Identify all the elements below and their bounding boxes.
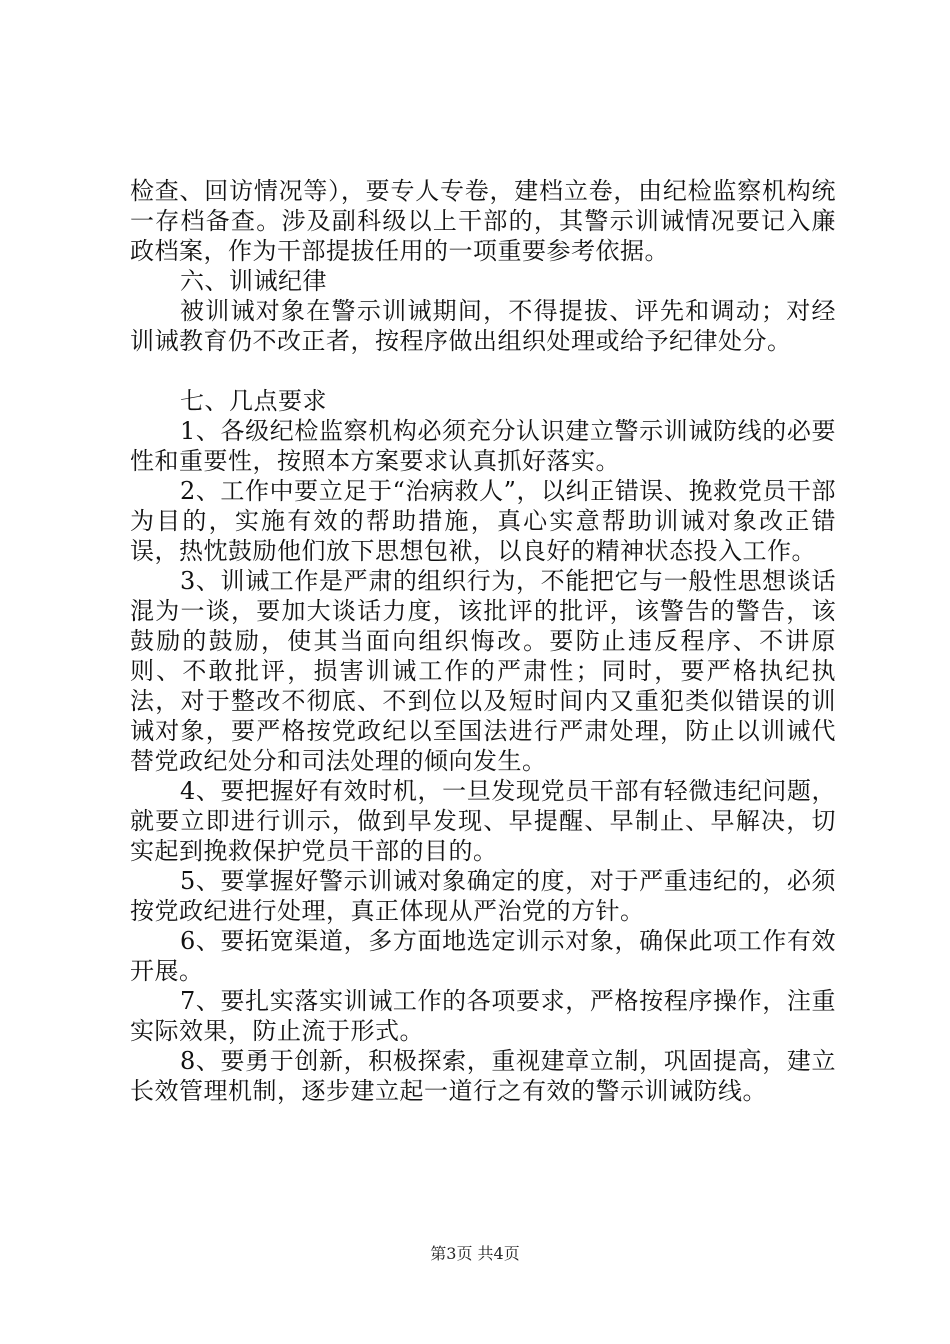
requirement-item-7: 7、要扎实落实训诫工作的各项要求，严格按程序操作，注重实际效果，防止流于形式。 [130, 987, 836, 1045]
section-heading-discipline: 六、训诫纪律 [180, 267, 327, 295]
requirement-item-8: 8、要勇于创新，积极探索，重视建章立制，巩固提高，建立长效管理机制，逐步建立起一道行之有效的警示训诫防线。 [130, 1047, 836, 1105]
requirement-item-2: 2、工作中要立足于“治病救人”，以纠正错误、挽救党员干部为目的，实施有效的帮助措施，真心实意帮助训诫对象改正错误，热忱鼓励他们放下思想包袱，以良好的精神状态投入工作。 [130, 477, 836, 565]
requirement-item-1: 1、各级纪检监察机构必须充分认识建立警示训诫防线的必要性和重要性，按照本方案要求认真抓好落实。 [130, 417, 836, 475]
requirement-item-3: 3、训诫工作是严肃的组织行为，不能把它与一般性思想谈话混为一谈，要加大谈话力度，该批评的批评，该警告的警告，该鼓励的鼓励，使其当面向组织悔改。要防止违反程序、不讲原则、不敢批评，损害训诫工作的严肃性；同时，要严格执纪执法，对于整改不彻底、不到位以及短时间内又重犯类似错误的训诫对象，要严格按党政纪以至国法进行严肃处理，防止以训诫代替党政纪处分和司法处理的倾向发生。 [130, 567, 836, 775]
paragraph-discipline: 被训诫对象在警示训诫期间，不得提拔、评先和调动；对经训诫教育仍不改正者，按程序做出组织处理或给予纪律处分。 [130, 297, 836, 355]
requirement-item-6: 6、要拓宽渠道，多方面地选定训示对象，确保此项工作有效开展。 [130, 927, 836, 985]
requirement-item-4: 4、要把握好有效时机，一旦发现党员干部有轻微违纪问题，就要立即进行训示，做到早发现、早提醒、早制止、早解决，切实起到挽救保护党员干部的目的。 [130, 777, 836, 865]
paragraph-archive: 检查、回访情况等），要专人专卷，建档立卷，由纪检监察机构统一存档备查。涉及副科级以上干部的，其警示训诫情况要记入廉政档案，作为干部提拔任用的一项重要参考依据。 [130, 177, 836, 265]
requirement-item-5: 5、要掌握好警示训诫对象确定的度，对于严重违纪的，必须按党政纪进行处理，真正体现从严治党的方针。 [130, 867, 836, 925]
page-number-footer: 第3页 共4页 [430, 1244, 520, 1263]
document-body [130, 176, 836, 1106]
section-heading-requirements: 七、几点要求 [180, 387, 327, 415]
